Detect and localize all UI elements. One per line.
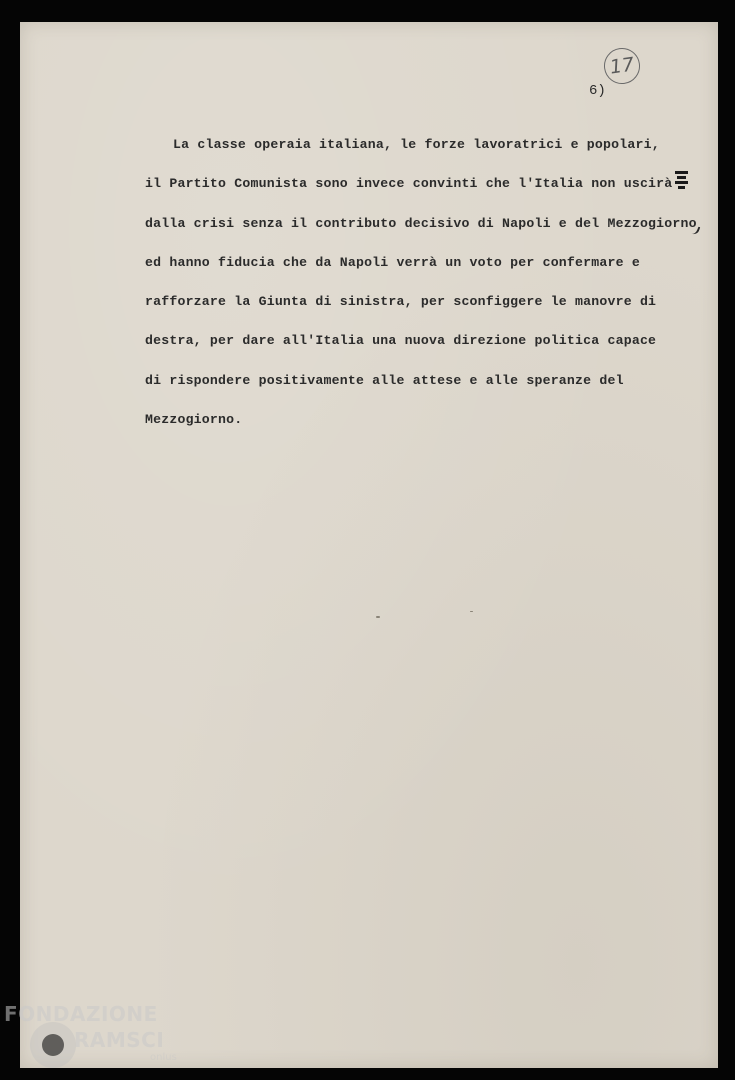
strikeout-mark [675, 171, 688, 189]
text-line: rafforzare la Giunta di sinistra, per sconfiggere le manovre di [145, 294, 657, 310]
text-line: destra, per dare all'Italia una nuova direzione politica capace [145, 333, 657, 349]
watermark-onlus: onlus [150, 1052, 177, 1063]
text-line: Mezzogiorno. [145, 412, 243, 428]
watermark-line-2: RAMSCI [74, 1028, 165, 1052]
text-line: il Partito Comunista sono invece convinti che l'Italia non uscirà [145, 176, 673, 192]
watermark-g-logo-icon [30, 1022, 76, 1068]
paper-speck [376, 616, 380, 618]
text-line: di rispondere positivamente alle attese e alle speranze del [145, 372, 624, 388]
fondazione-gramsci-watermark [4, 1000, 189, 1072]
typewritten-paragraph [145, 135, 697, 449]
text-line: La classe operaia italiana, le forze lavoratrici e popolari, [173, 137, 660, 152]
text-line: dalla crisi senza il contributo decisivo di Napoli e del Mezzogiorno [145, 215, 697, 231]
paper-speck [470, 611, 473, 612]
page-number: 6) [589, 83, 606, 99]
text-line: ed hanno fiducia che da Napoli verrà un voto per confermare e [145, 254, 640, 270]
archive-number-stamp: 17 [602, 46, 643, 87]
watermark-line-1: FONDAZIONE [4, 1002, 158, 1026]
